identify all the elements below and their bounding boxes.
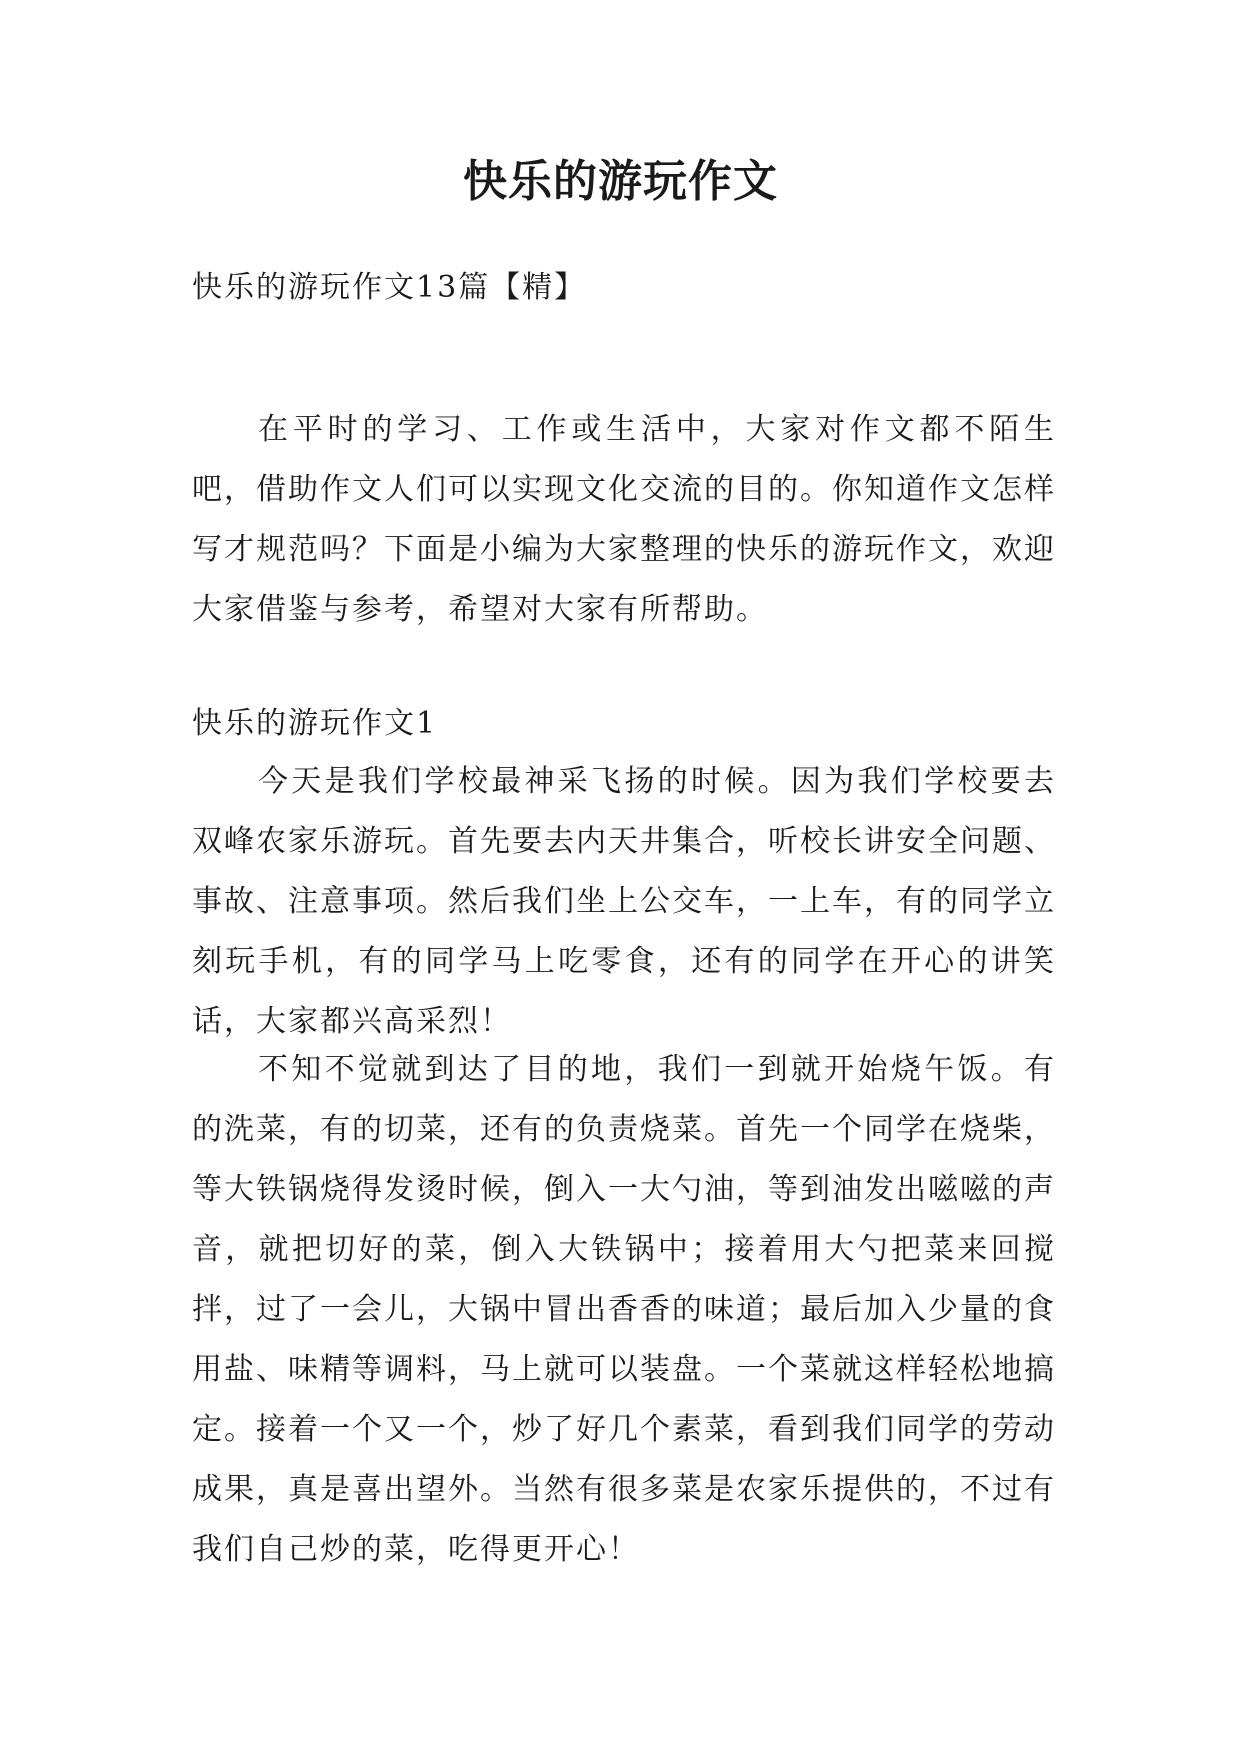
body-paragraph: 今天是我们学校最神采飞扬的时候。因为我们学校要去双峰农家乐游玩。首先要去内天井集合，听校长讲安全问题、事故、注意事项。然后我们坐上公交车，一上车，有的同学立刻玩手机，有的同学马上吃零食，还有的同学在开心的讲笑话，大家都兴高采烈！ [192, 764, 1056, 1039]
document-subtitle: 快乐的游玩作文13篇【精】 [192, 270, 587, 305]
page-title: 快乐的游玩作文 [463, 156, 778, 207]
section-heading: 快乐的游玩作文1 [192, 706, 438, 741]
body-paragraph: 不知不觉就到达了目的地，我们一到就开始烧午饭。有的洗菜，有的切菜，还有的负责烧菜。首先一个同学在烧柴，等大铁锅烧得发烫时候，倒入一大勺油，等到油发出嗞嗞的声音，就把切好的菜，倒入大铁锅中；接着用大勺把菜来回搅拌，过了一会儿，大锅中冒出香香的味道；最后加入少量的食用盐、味精等调料，马上就可以装盘。一个菜就这样轻松地搞定。接着一个又一个，炒了好几个素菜，看到我们同学的劳动成果，真是喜出望外。当然有很多菜是农家乐提供的，不过有我们自己炒的菜，吃得更开心！ [192, 1052, 1056, 1567]
intro-paragraph: 在平时的学习、工作或生活中，大家对作文都不陌生吧，借助作文人们可以实现文化交流的目的。你知道作文怎样写才规范吗？下面是小编为大家整理的快乐的游玩作文，欢迎大家借鉴与参考，希望对大家有所帮助。 [192, 412, 1056, 627]
